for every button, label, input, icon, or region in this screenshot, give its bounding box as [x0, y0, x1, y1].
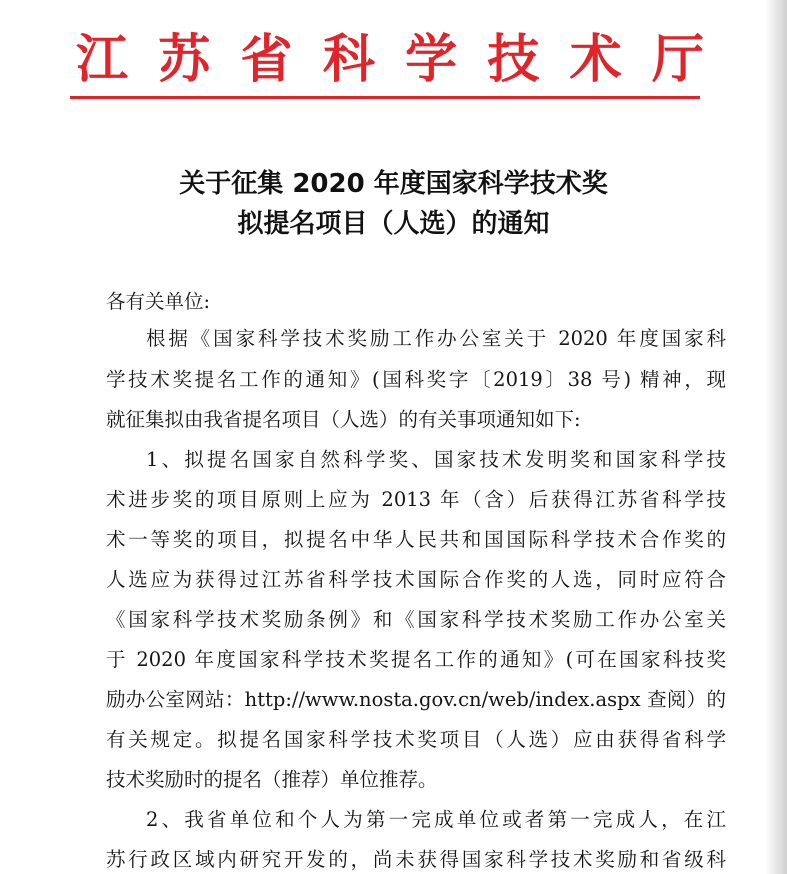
- paragraph-line: 励办公室网站：http://www.nosta.gov.cn/web/index.aspx 查阅）的: [106, 688, 726, 711]
- paragraph-line: 苏行政区域内研究开发的，尚未获得国家科学技术奖励和省级科: [106, 848, 726, 871]
- paragraph-line: 2、我省单位和个人为第一完成单位或者第一完成人，在江: [146, 808, 726, 831]
- letterhead-char: 科: [322, 28, 375, 90]
- letterhead-rule: [70, 96, 700, 99]
- letterhead-char: 江: [75, 28, 128, 90]
- paragraph-line: 术进步奖的项目原则上应为 2013 年（含）后获得江苏省科学技: [106, 488, 726, 511]
- paragraph-line: 于 2020 年度国家科学技术奖提名工作的通知》(可在国家科技奖: [106, 648, 726, 671]
- paragraph-line: 人选应为获得过江苏省科学技术国际合作奖的人选，同时应符合: [106, 568, 726, 591]
- document-title-line-2: 拟提名项目（人选）的通知: [237, 209, 550, 239]
- letterhead-char: 术: [569, 28, 622, 90]
- paragraph-line: 技术奖励时的提名（推荐）单位推荐。: [106, 768, 438, 791]
- letterhead-char: 学: [405, 28, 458, 90]
- salutation: 各有关单位:: [106, 290, 211, 313]
- paragraph-line: 有关规定。拟提名国家科学技术奖项目（人选）应由获得省科学: [106, 728, 726, 751]
- page-edge-shadow: [765, 0, 787, 874]
- paragraph-line: 学技术奖提名工作的通知》(国科奖字〔2019〕38 号) 精神，现: [106, 368, 726, 391]
- paragraph-line: 《国家科学技术奖励条例》和《国家科学技术奖励工作办公室关: [106, 608, 726, 631]
- paragraph-line: 就征集拟由我省提名项目（人选）的有关事项通知如下:: [106, 408, 581, 431]
- paragraph-line: 术一等奖的项目，拟提名中华人民共和国国际科学技术合作奖的: [106, 528, 726, 551]
- letterhead-char: 苏: [158, 28, 211, 90]
- document-title-line-1: 关于征集 2020 年度国家科学技术奖: [179, 169, 608, 199]
- letterhead-title: [70, 14, 710, 94]
- letterhead-char: 技: [487, 28, 540, 90]
- paragraph-line: 1、拟提名国家自然科学奖、国家技术发明奖和国家科学技: [146, 448, 726, 471]
- letterhead-char: 厅: [651, 28, 704, 90]
- letterhead-char: 省: [240, 28, 293, 90]
- paragraph-line: 根据《国家科学技术奖励工作办公室关于 2020 年度国家科: [146, 327, 726, 350]
